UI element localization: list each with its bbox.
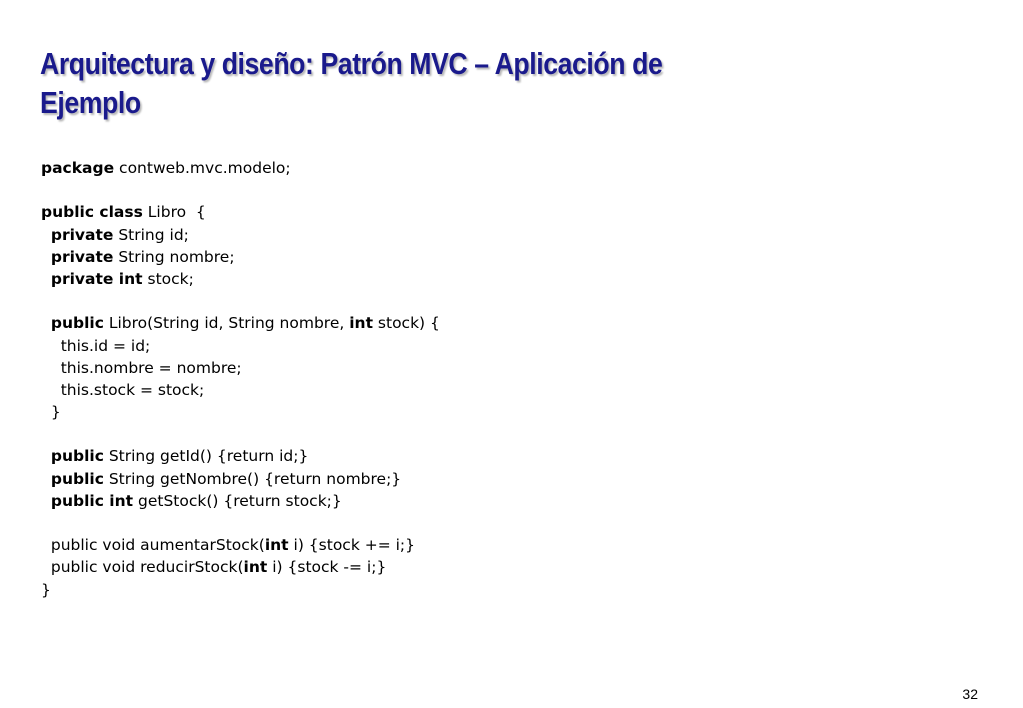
code-text: String id; <box>113 225 189 244</box>
code-keyword: public <box>50 469 104 488</box>
code-text <box>41 270 51 288</box>
code-line <box>41 335 440 357</box>
code-line <box>41 268 440 290</box>
code-line <box>41 224 440 246</box>
code-text: String getNombre() {return nombre;} <box>103 469 402 488</box>
code-line <box>41 357 440 379</box>
code-keyword: public int <box>50 491 134 510</box>
code-text: this.nombre = nombre; <box>41 358 242 377</box>
code-text: stock) { <box>372 314 440 333</box>
code-text <box>41 447 51 465</box>
code-text: String nombre; <box>113 247 235 266</box>
code-text: i) {stock += i;} <box>288 536 416 555</box>
code-text: Libro(String id, String nombre, <box>103 314 350 333</box>
code-line <box>41 401 440 423</box>
code-keyword: package <box>41 159 115 177</box>
code-keyword: public <box>50 447 104 466</box>
code-line <box>41 179 440 201</box>
code-text: this.stock = stock; <box>41 380 205 399</box>
code-text <box>41 248 51 266</box>
code-text: this.id = id; <box>41 336 151 355</box>
code-text: String getId() {return id;} <box>103 447 309 466</box>
code-keyword: int <box>243 558 268 577</box>
slide-title-line-2: Ejemplo <box>40 85 141 120</box>
code-text <box>41 226 51 244</box>
page-number: 32 <box>962 686 978 702</box>
code-line <box>41 579 440 601</box>
code-line <box>41 312 440 334</box>
code-text <box>41 492 51 510</box>
code-line <box>41 490 440 512</box>
code-line <box>41 157 440 179</box>
code-keyword: public <box>50 314 104 333</box>
code-line <box>41 556 440 578</box>
code-text: public void reducirStock( <box>41 558 244 577</box>
code-line <box>41 246 440 268</box>
code-line <box>41 423 440 445</box>
code-text: getStock() {return stock;} <box>133 491 342 510</box>
code-text <box>41 470 51 488</box>
code-text: public void aumentarStock( <box>41 536 265 555</box>
code-text: Libro { <box>142 203 206 222</box>
code-line <box>41 201 440 223</box>
code-keyword: private <box>50 247 114 266</box>
code-block <box>41 157 440 601</box>
code-keyword: private <box>50 225 114 244</box>
code-text: i) {stock -= i;} <box>267 558 387 577</box>
code-keyword: private int <box>50 269 143 288</box>
code-text: } <box>41 403 61 422</box>
code-text: contweb.mvc.modelo; <box>114 159 291 177</box>
code-text: } <box>41 580 51 599</box>
code-line <box>41 512 440 534</box>
code-line <box>41 445 440 467</box>
code-text: stock; <box>142 269 194 288</box>
slide-title-line-1: Arquitectura y diseño: Patrón MVC – Aplicación de <box>40 46 663 81</box>
slide-title <box>40 44 814 122</box>
code-text <box>41 314 51 332</box>
code-keyword: int <box>264 536 289 555</box>
code-line <box>41 468 440 490</box>
code-line <box>41 290 440 312</box>
code-keyword: public class <box>41 203 143 222</box>
code-line <box>41 379 440 401</box>
code-keyword: int <box>349 314 373 333</box>
code-line <box>41 534 440 556</box>
